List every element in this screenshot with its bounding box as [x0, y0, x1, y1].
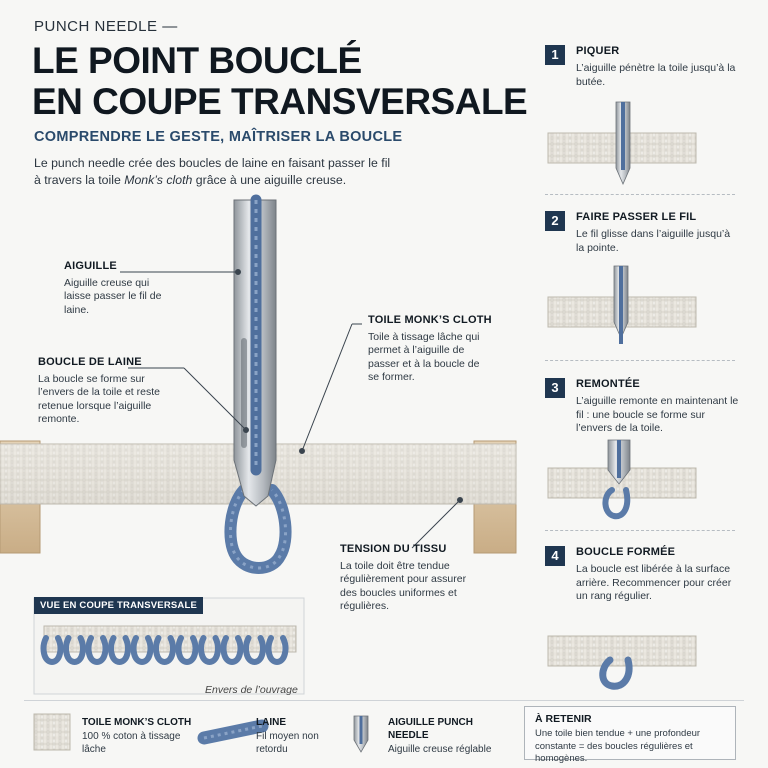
step-4-title: BOUCLE FORMÉE — [576, 546, 676, 558]
cross-section-caption: Envers de l’ouvrage — [205, 684, 298, 696]
step-1-title: PIQUER — [576, 45, 620, 57]
step-1-illustration — [548, 102, 696, 184]
step-3-title: REMONTÉE — [576, 378, 640, 390]
legend-cloth-title: TOILE MONK’S CLOTH — [82, 717, 192, 728]
legend-yarn-text: Fil moyen non retordu — [256, 731, 319, 755]
retain-text: Une toile bien tendue + une profondeur constante = des boucles régulières et homogènes. — [535, 728, 701, 764]
legend-needle-text: Aiguille creuse réglable — [388, 744, 492, 755]
punch-needle — [234, 200, 276, 506]
legend-item-cloth — [82, 716, 192, 756]
step-1-number: 1 — [545, 45, 565, 65]
callout-toile-text: Toile à tissage lâche qui permet à l’aiguille de passer et à la boucle de se former. — [368, 330, 480, 383]
callout-aiguille — [64, 260, 174, 317]
step-2-number: 2 — [545, 211, 565, 231]
needle-icon — [354, 716, 368, 752]
intro-text-emphasis: Monk’s cloth — [124, 173, 193, 187]
legend-item-yarn — [256, 716, 336, 756]
intro-text-b: grâce à une aiguille creuse. — [192, 173, 347, 187]
step-3-text: L’aiguille remonte en maintenant le fil : une boucle se forme sur l’envers de la toile. — [576, 395, 739, 434]
step-divider — [545, 530, 735, 531]
step-4-illustration — [548, 636, 696, 686]
legend-divider — [24, 700, 744, 701]
title-line-1: LE POINT BOUCLÉ — [32, 40, 362, 81]
yarn-icon — [204, 726, 262, 738]
cross-section-tag: VUE EN COUPE TRANSVERSALE — [34, 597, 203, 614]
step-1-text: L’aiguille pénètre la toile jusqu’à la butée. — [576, 62, 736, 88]
callout-boucle — [38, 356, 178, 427]
callout-boucle-text: La boucle se forme sur l’envers de la toile et reste retenue lorsque l’aiguille remonte. — [38, 372, 160, 425]
step-2-text: Le fil glisse dans l’aiguille jusqu’à la pointe. — [576, 228, 731, 254]
retain-title: À RETENIR — [535, 713, 592, 725]
legend-yarn-title: LAINE — [256, 717, 286, 728]
callout-toile-title: TOILE MONK’S CLOTH — [368, 314, 492, 326]
legend-needle-title: AIGUILLE PUNCH NEEDLE — [388, 717, 473, 741]
step-3-number: 3 — [545, 378, 565, 398]
callout-boucle-title: BOUCLE DE LAINE — [38, 356, 142, 368]
step-divider — [545, 194, 735, 195]
legend-item-needle — [388, 716, 508, 756]
title-line-2: EN COUPE TRANSVERSALE — [32, 81, 528, 122]
callout-aiguille-text: Aiguille creuse qui laisse passer le fil de laine. — [64, 276, 162, 316]
subtitle: COMPRENDRE LE GESTE, MAÎTRISER LA BOUCLE — [34, 129, 403, 145]
legend-cloth-text: 100 % coton à tissage lâche — [82, 731, 181, 755]
step-3-illustration — [548, 440, 696, 516]
kicker: PUNCH NEEDLE — — [34, 18, 178, 35]
callout-aiguille-title: AIGUILLE — [64, 260, 117, 272]
step-4-text: La boucle est libérée à la surface arrière. Recommencer pour créer un rang régulier. — [576, 563, 732, 602]
retain-box — [524, 706, 736, 764]
intro-text-a: Le punch needle crée des boucles de laine en faisant passer le fil à travers la toile — [34, 156, 391, 187]
callout-toile — [368, 314, 493, 385]
callout-tension — [340, 543, 485, 614]
callout-tension-text: La toile doit être tendue régulièrement pour assurer des boucles uniformes et régulières. — [340, 559, 467, 612]
step-2-illustration — [548, 266, 696, 344]
step-2-title: FAIRE PASSER LE FIL — [576, 211, 697, 223]
cloth-swatch-icon — [34, 714, 70, 750]
step-divider — [545, 360, 735, 361]
callout-tension-title: TENSION DU TISSU — [340, 543, 447, 555]
step-4-number: 4 — [545, 546, 565, 566]
